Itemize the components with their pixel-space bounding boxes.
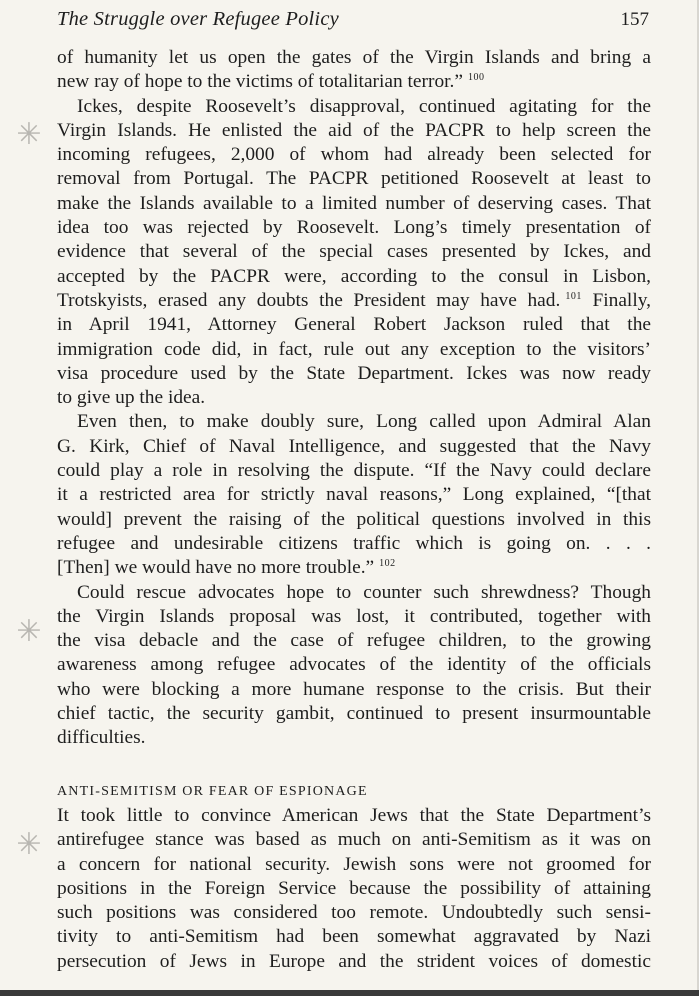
page-number: 157 [620,9,649,30]
text-line [57,581,651,605]
line-text: immigration code did, in fact, rule out any exception to the visitors’ [57,338,651,360]
text-line [57,289,651,313]
text-line [57,556,651,580]
running-head-title: The Struggle over Refugee Policy [57,8,339,30]
line-text: difficulties. [57,727,146,749]
line-text: visa procedure used by the State Department. Ickes was now ready [57,362,651,384]
footnote-reference: 100 [468,72,485,84]
line-text: chief tactic, the security gambit, continued to present insurmountable [57,703,651,725]
line-text: make the Islands available to a limited number of deserving cases. That [57,192,651,214]
line-text: Trotskyists, erased any doubts the President may have had. [57,289,561,311]
text-line [57,653,651,677]
text-line [57,143,651,167]
line-text: incoming refugees, 2,000 of whom had already been selected for [57,144,651,166]
text-line [57,410,651,434]
text-line [57,828,651,852]
asterisk-mark-icon: ✳ [16,827,42,862]
line-text: a concern for national security. Jewish sons were not groomed for [57,853,651,875]
line-text: refugee and undesirable citizens traffic which is going on. . . . [57,532,651,554]
line-text: could play a role in resolving the dispute. “If the Navy could declare [57,460,651,482]
text-line [57,313,651,337]
footnote-reference: 101 [565,290,582,302]
text-line [57,240,651,264]
body-text [57,46,651,751]
line-text-continued: Finally, [581,289,651,311]
text-line [57,853,651,877]
line-text: Even then, to make doubly sure, Long called upon Admiral Alan [77,411,651,433]
text-line [57,605,651,629]
running-head [57,8,649,36]
text-line [57,192,651,216]
footnote-reference: 102 [379,558,396,570]
text-line [57,46,651,70]
text-line [57,901,651,925]
line-text: the Virgin Islands proposal was lost, it contributed, together with [57,605,651,627]
line-text: antirefugee stance was based as much on anti-Semitism as it was on [57,829,651,851]
line-text: awareness among refugee advocates of the identity of the officials [57,654,651,676]
text-line [57,95,651,119]
text-line [57,950,651,974]
text-line [57,265,651,289]
text-line [57,925,651,949]
asterisk-mark-icon: ✳ [16,614,42,649]
line-text: would] prevent the raising of the political questions involved in this [57,508,651,530]
line-text: G. Kirk, Chief of Naval Intelligence, and suggested that the Navy [57,435,651,457]
text-line [57,483,651,507]
text-line [57,532,651,556]
section-body-text [57,804,651,974]
line-text: Could rescue advocates hope to counter such shrewdness? Though [77,581,651,603]
line-text: new ray of hope to the victims of totalitarian terror.” [57,71,463,93]
line-text: it a restricted area for strictly naval reasons,” Long explained, “[that [57,484,651,506]
text-line [57,508,651,532]
text-line [57,216,651,240]
line-text: positions in the Foreign Service because the possibility of attaining [57,877,651,899]
line-text: removal from Portugal. The PACPR petitioned Roosevelt at least to [57,168,651,190]
text-line [57,435,651,459]
line-text: who were blocking a more humane response to the crisis. But their [57,678,651,700]
text-line [57,338,651,362]
line-text: evidence that several of the special cases presented by Ickes, and [57,241,651,263]
text-line [57,702,651,726]
line-text: It took little to convince American Jews that the State Department’s [57,805,651,826]
line-text: tivity to anti-Semitism had been somewhat aggravated by Nazi [57,926,651,948]
text-line [57,877,651,901]
line-text: [Then] we would have no more trouble.” [57,557,375,579]
asterisk-mark-icon: ✳ [16,117,42,152]
text-line [57,459,651,483]
line-text: Ickes, despite Roosevelt’s disapproval, continued agitating for the [77,95,651,117]
line-text: idea too was rejected by Roosevelt. Long’s timely presentation of [57,217,651,239]
line-text: in April 1941, Attorney General Robert Jackson ruled that the [57,314,651,336]
text-line [57,386,651,410]
text-line [57,70,651,94]
text-line [57,629,651,653]
section-heading: ANTI-SEMITISM OR FEAR OF ESPIONAGE [57,784,368,799]
text-line [57,362,651,386]
line-text: the visa debacle and the case of refugee children, to the growing [57,630,651,652]
line-text: Virgin Islands. He enlisted the aid of the PACPR to help screen the [57,119,651,141]
line-text: such positions was considered too remote. Undoubtedly such sensi- [57,902,651,924]
text-line [57,726,651,750]
viewer-bottom-edge [0,990,699,996]
text-line [57,678,651,702]
line-text: of humanity let us open the gates of the Virgin Islands and bring a [57,47,651,68]
text-line [57,119,651,143]
line-text: to give up the idea. [57,387,206,409]
text-line [57,167,651,191]
text-line [57,804,651,828]
line-text: persecution of Jews in Europe and the strident voices of domestic [57,950,651,972]
line-text: accepted by the PACPR were, according to the consul in Lisbon, [57,265,651,287]
